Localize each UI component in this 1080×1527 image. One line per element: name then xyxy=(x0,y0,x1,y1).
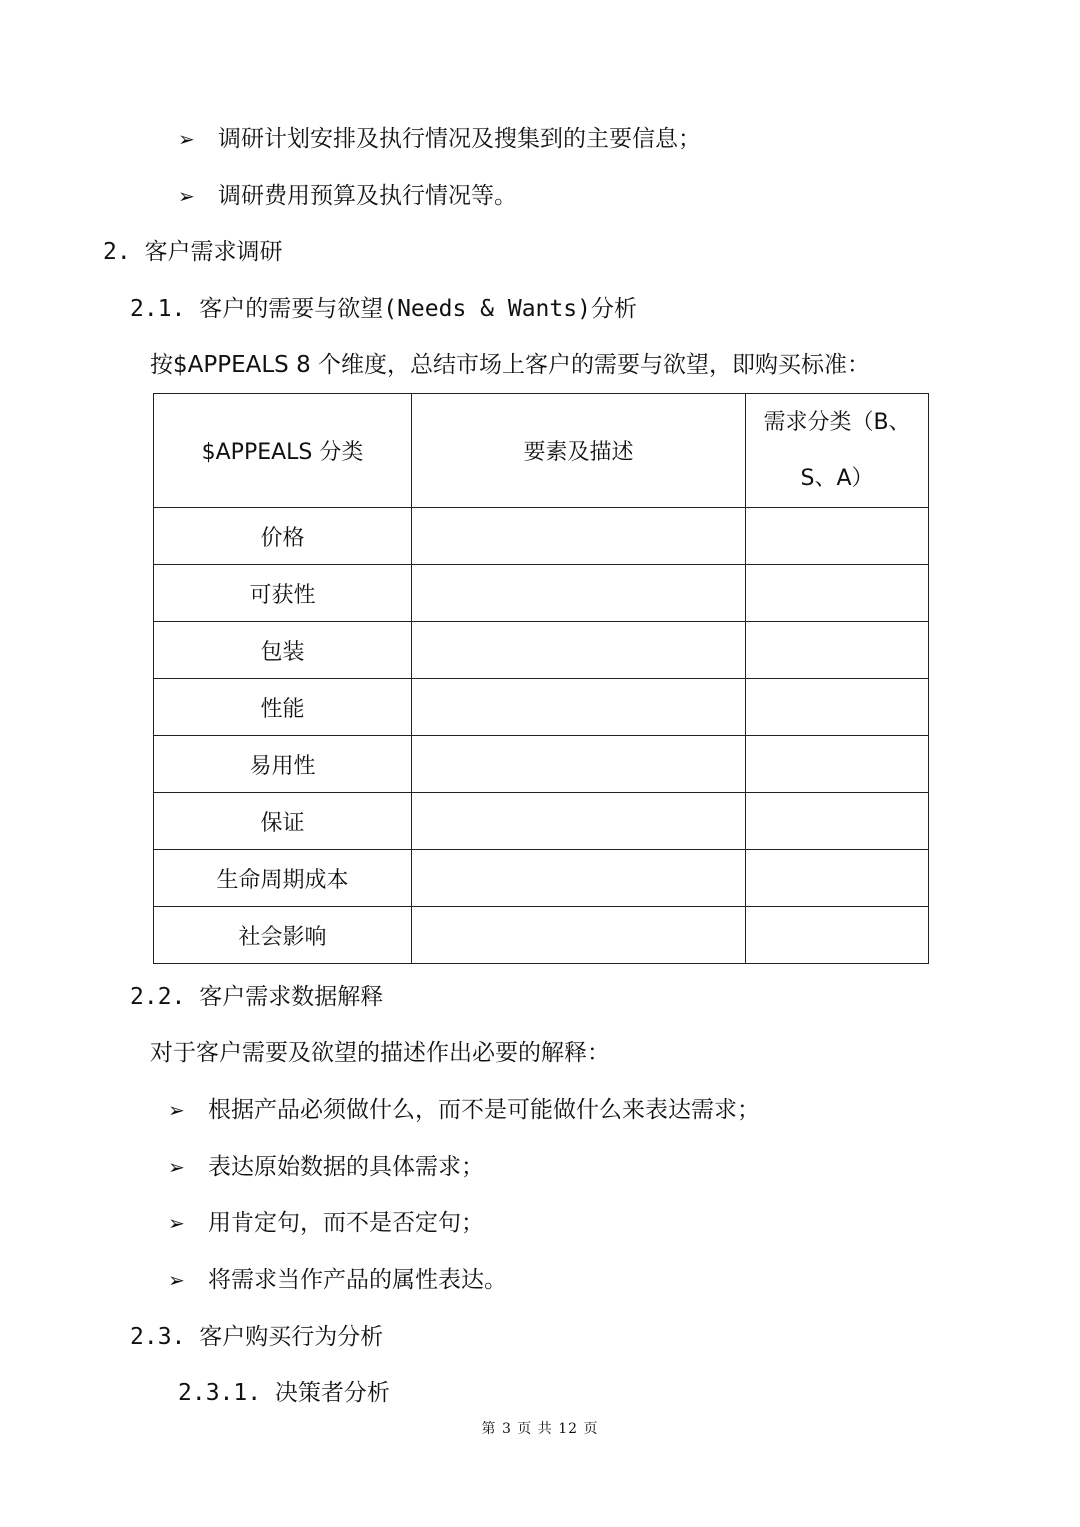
bullet-item xyxy=(178,124,701,154)
section-heading: 2. 客户需求调研 xyxy=(103,239,283,265)
subsection-heading: 2.2. 客户需求数据解释 xyxy=(130,984,384,1010)
table-cell: 生命周期成本 xyxy=(154,850,412,907)
table-cell xyxy=(746,736,929,793)
table-cell: 价格 xyxy=(154,508,412,565)
appeals-table xyxy=(153,393,929,964)
table-cell xyxy=(412,679,746,736)
bullet-item xyxy=(168,1152,484,1182)
table-row xyxy=(154,622,929,679)
subsubsection-heading: 2.3.1. 决策者分析 xyxy=(178,1380,390,1406)
arrow-bullet-icon: ➢ xyxy=(168,1268,185,1292)
table-cell: 保证 xyxy=(154,793,412,850)
arrow-bullet-icon: ➢ xyxy=(178,127,195,151)
bullet-text: 用肯定句，而不是否定句； xyxy=(208,1210,484,1236)
paragraph: 按$APPEALS 8 个维度，总结市场上客户的需要与欲望，即购买标准： xyxy=(150,352,871,378)
table-row xyxy=(154,793,929,850)
subsection-heading: 2.1. 客户的需要与欲望(Needs & Wants)分析 xyxy=(130,296,637,322)
bullet-text: 表达原始数据的具体需求； xyxy=(208,1154,484,1180)
table-header-cell: $APPEALS 分类 xyxy=(154,394,412,508)
bullet-text: 调研计划安排及执行情况及搜集到的主要信息； xyxy=(218,126,701,152)
bullet-item xyxy=(168,1265,507,1295)
subsection-heading: 2.3. 客户购买行为分析 xyxy=(130,1324,384,1350)
table-header-row xyxy=(154,394,929,508)
table-row xyxy=(154,679,929,736)
arrow-bullet-icon: ➢ xyxy=(168,1098,185,1122)
table-cell xyxy=(746,622,929,679)
paragraph: 对于客户需要及欲望的描述作出必要的解释： xyxy=(150,1040,610,1066)
table-header-cell: 要素及描述 xyxy=(412,394,746,508)
table-header-cell: 需求分类（B、S、A） xyxy=(746,394,929,508)
table-cell xyxy=(746,679,929,736)
table-row xyxy=(154,508,929,565)
table-cell: 可获性 xyxy=(154,565,412,622)
table-cell xyxy=(412,508,746,565)
table-cell xyxy=(412,565,746,622)
table-cell: 易用性 xyxy=(154,736,412,793)
table-cell xyxy=(412,907,746,964)
table-cell xyxy=(746,793,929,850)
table-cell: 性能 xyxy=(154,679,412,736)
table-row xyxy=(154,850,929,907)
table-cell xyxy=(412,850,746,907)
bullet-item xyxy=(178,181,517,211)
arrow-bullet-icon: ➢ xyxy=(168,1155,185,1179)
bullet-text: 将需求当作产品的属性表达。 xyxy=(208,1267,507,1293)
bullet-item xyxy=(168,1095,760,1125)
table-cell xyxy=(746,850,929,907)
table-cell xyxy=(412,736,746,793)
arrow-bullet-icon: ➢ xyxy=(168,1211,185,1235)
table-cell: 包装 xyxy=(154,622,412,679)
table-cell xyxy=(746,565,929,622)
arrow-bullet-icon: ➢ xyxy=(178,184,195,208)
bullet-item xyxy=(168,1208,484,1238)
table-cell: 社会影响 xyxy=(154,907,412,964)
table-row xyxy=(154,907,929,964)
table-cell xyxy=(412,793,746,850)
page-footer: 第 3 页 共 12 页 xyxy=(481,1421,599,1437)
table-cell xyxy=(746,907,929,964)
table-row xyxy=(154,565,929,622)
bullet-text: 调研费用预算及执行情况等。 xyxy=(218,183,517,209)
bullet-text: 根据产品必须做什么，而不是可能做什么来表达需求； xyxy=(208,1097,760,1123)
table-cell xyxy=(746,508,929,565)
table-cell xyxy=(412,622,746,679)
table-row xyxy=(154,736,929,793)
